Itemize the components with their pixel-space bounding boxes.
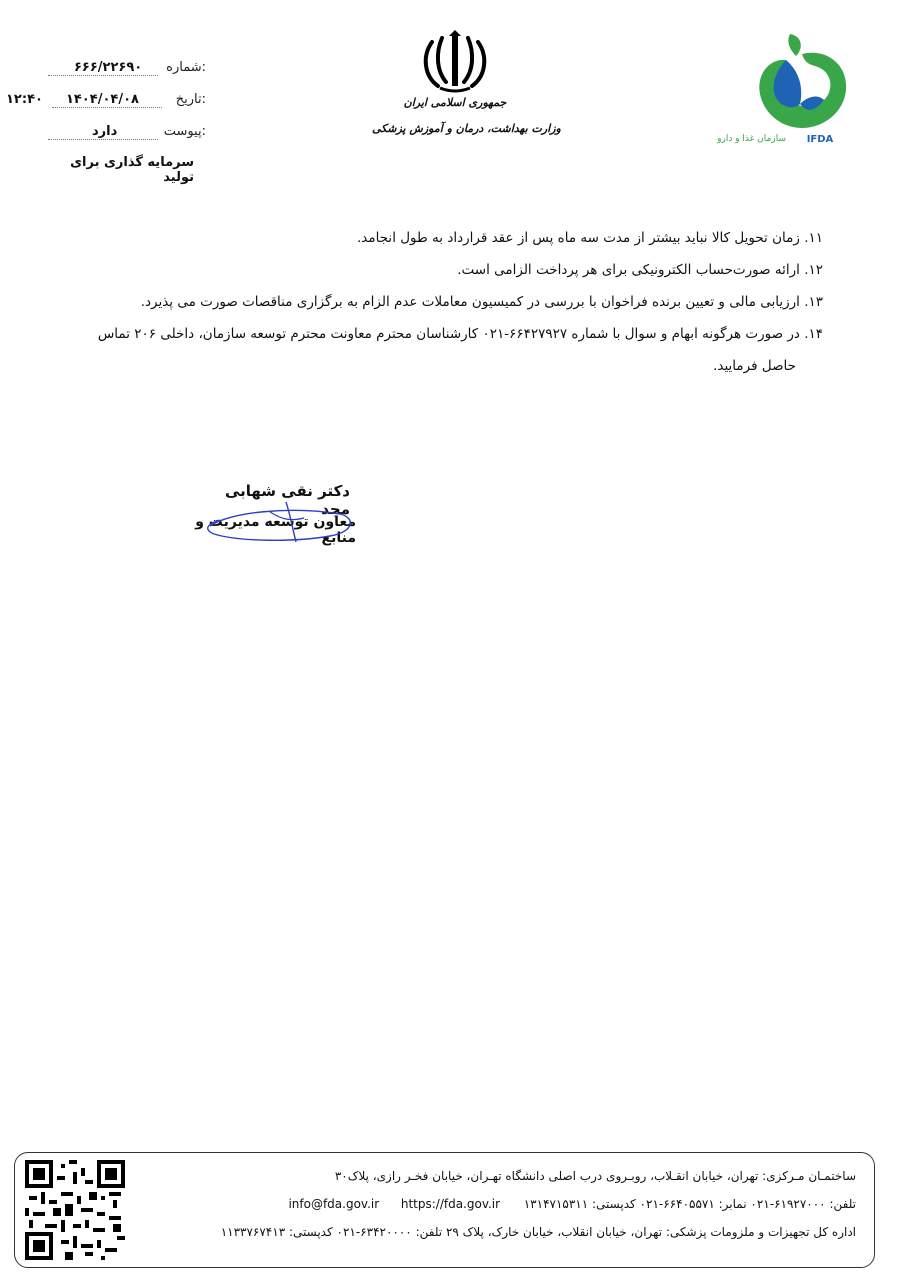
item-number: ۱۴. [804, 326, 823, 342]
letter-subject: سرمایه گذاری برای تولید [70, 155, 194, 185]
item-text: در صورت هرگونه ابهام و سوال با شماره ۶۶۴۲۷۹۲۷-۰۲۱ کارشناسان محترم معاونت محترم توسعه سازمان، داخلی ۲۰۶ تماس [97, 326, 800, 342]
list-item [43, 324, 823, 344]
item-number: ۱۱. [804, 230, 823, 246]
letter-number-label: شماره: [166, 60, 206, 75]
letter-time-value: ۱۲:۴۰ [6, 92, 43, 107]
signer-title: معاون توسعه مدیریت و منابع [195, 514, 356, 546]
list-item [43, 292, 823, 312]
dotted-line [48, 75, 158, 76]
item-continuation: حاصل فرمایید. [713, 358, 796, 374]
dotted-line [52, 107, 162, 108]
item-number: ۱۳. [804, 294, 823, 310]
list-item [43, 260, 823, 280]
letter-date-label: تاریخ: [175, 92, 206, 107]
ifda-name: سازمان غذا و دارو [717, 134, 786, 144]
letter-date-value: ۱۴۰۴/۰۴/۰۸ [66, 92, 139, 107]
item-text: زمان تحویل کالا نباید بیشتر از مدت سه ماه پس از عقد قرارداد به طول انجامد. [357, 230, 800, 246]
ifda-abbr: IFDA [806, 134, 834, 145]
letter-date-row [0, 92, 206, 114]
footer-email[interactable]: info@fda.gov.ir [288, 1197, 380, 1211]
handwritten-signature-icon [200, 492, 360, 552]
attachment-value: دارد [92, 124, 118, 139]
country-name: جمهوری اسلامی ایران [403, 96, 507, 109]
footer-phone-fax-postal: تلفن: ۶۱۹۲۷۰۰۰-۰۲۱ نمابر: ۶۶۴۰۵۵۷۱-۰۲۱ کدپستی: ۱۳۱۴۷۱۵۳۱۱ [523, 1197, 856, 1211]
ifda-logo-icon [752, 30, 852, 146]
attachment-row [40, 124, 206, 146]
footer-department-address: اداره کل تجهیزات و ملزومات پزشکی: تهران، خیابان انقلاب، خیابان خارک، پلاک ۲۹ تلفن: ۶۳۴۲۰۰۰۰-۰۲۱ کدپستی: ۱۱۳۳۷۶۷۴۱۳ [220, 1225, 856, 1239]
letter-number-value: ۶۶۶/۲۲۶۹۰ [74, 60, 143, 75]
dotted-line [48, 139, 158, 140]
letter-number-row [40, 60, 206, 82]
item-number: ۱۲. [804, 262, 823, 278]
footer-address: ساختمـان مـرکزی: تهران، خیابان انقـلاب، روبـروی درب اصلی دانشگاه تهـران، خیابان فخـر رازی، پلاک۳۰ [334, 1169, 856, 1183]
footer-phones [288, 1197, 856, 1211]
attachment-label: پیوست: [163, 124, 206, 139]
footer-website[interactable]: https://fda.gov.ir [400, 1197, 501, 1211]
item-text: ارزیابی مالی و تعیین برنده فراخوان با بررسی در کمیسیون معاملات عدم الزام به برگزاری مناقصات صورت می پذیرد. [140, 294, 800, 310]
qr-code-icon [22, 1160, 128, 1260]
signer-name: دکتر نقی شهابی مجد [224, 482, 350, 518]
iran-emblem-icon [420, 28, 490, 94]
ministry-name: وزارت بهداشت، درمان و آموزش پزشکی [372, 122, 561, 135]
list-item [43, 228, 823, 248]
footer-contact-box [14, 1152, 875, 1268]
item-text: ارائه صورت‌حساب الکترونیکی برای هر پرداخت الزامی است. [457, 262, 800, 278]
